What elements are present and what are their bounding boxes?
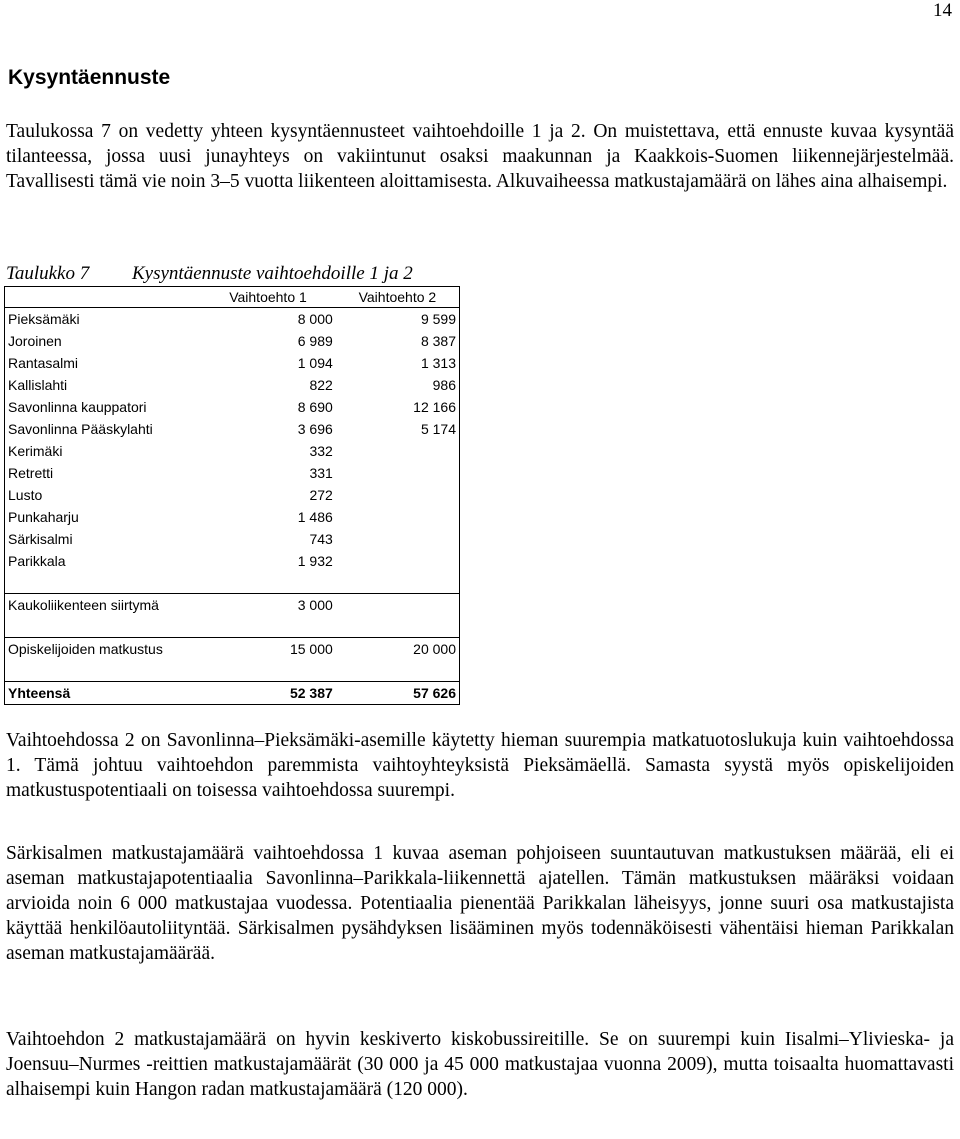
table-row	[5, 330, 460, 352]
vaihtoehto-2-value: 5 174	[420, 421, 456, 437]
column-header-vaihtoehto-1: Vaihtoehto 1	[200, 287, 336, 308]
table-row	[5, 484, 460, 506]
station-name: Kallislahti	[8, 377, 68, 393]
table-spacer-row	[5, 572, 460, 594]
table-row	[5, 418, 460, 440]
students-vaihtoehto-1-value: 15 000	[200, 638, 336, 661]
transfer-vaihtoehto-1-value: 3 000	[200, 594, 336, 617]
vaihtoehto-2-value: 986	[432, 377, 456, 393]
station-name: Punkaharju	[8, 509, 79, 525]
vaihtoehto-1-value: 331	[309, 465, 333, 481]
station-name: Särkisalmi	[8, 531, 73, 547]
vaihtoehto-2-value: 9 599	[420, 311, 456, 327]
vaihtoehto-2-value: 1 313	[420, 355, 456, 371]
vaihtoehto-2-value: 12 166	[413, 399, 456, 415]
table-row	[5, 374, 460, 396]
vaihtoehto-1-value: 1 932	[297, 553, 333, 569]
vaihtoehto-1-value: 6 989	[297, 333, 333, 349]
intro-paragraph: Taulukossa 7 on vedetty yhteen kysyntäennusteet vaihtoehdoille 1 ja 2. On muistettava, että ennuste kuvaa kysyntää tilanteessa, jossa uusi junayhteys on vakiintunut osaksi maakunnan ja Kaakkois-Suomen liikennejärjestelmää. Tavallisesti tämä vie noin 3–5 vuotta liikenteen aloittamisesta. Alkuvaiheessa matkustajamäärä on lähes aina alhaisempi.	[6, 121, 954, 192]
table-header-blank	[5, 287, 201, 308]
table-row-students	[5, 638, 460, 661]
table-row	[5, 308, 460, 331]
vaihtoehto-2-value: 8 387	[420, 333, 456, 349]
table-row-total	[5, 682, 460, 705]
station-name: Lusto	[8, 487, 43, 503]
vaihtoehto-1-value: 3 696	[297, 421, 333, 437]
section-heading: Kysyntäennuste	[8, 66, 171, 89]
vaihtoehto-2-value	[336, 462, 460, 484]
vaihtoehto-2-value	[336, 550, 460, 572]
vaihtoehto-1-value: 1 094	[297, 355, 333, 371]
vaihtoehto-1-value: 822	[309, 377, 333, 393]
vaihtoehto-2-value	[336, 506, 460, 528]
vaihtoehto-2-value	[336, 484, 460, 506]
vaihtoehto-1-value: 8 690	[297, 399, 333, 415]
column-header-vaihtoehto-2: Vaihtoehto 2	[336, 287, 460, 308]
vaihtoehto-1-value: 1 486	[297, 509, 333, 525]
station-name: Savonlinna kauppatori	[8, 399, 147, 415]
station-name: Retretti	[8, 465, 54, 481]
station-name: Pieksämäki	[8, 311, 80, 327]
table-row	[5, 550, 460, 572]
students-vaihtoehto-2-value: 20 000	[336, 638, 460, 661]
transfer-label: Kaukoliikenteen siirtymä	[5, 594, 201, 617]
vaihtoehto-1-value: 272	[309, 487, 333, 503]
students-label: Opiskelijoiden matkustus	[5, 638, 201, 661]
station-name: Savonlinna Pääskylahti	[8, 421, 153, 437]
paragraph-after-table-3: Vaihtoehdon 2 matkustajamäärä on hyvin keskiverto kiskobussireitille. Se on suurempi kuin Iisalmi–Ylivieska- ja Joensuu–Nurmes -reittien matkustajamäärät (30 000 ja 45 000 matkustajaa vuonna 2009), mutta toisaalta huomattavasti alhaisempi kuin Hangon radan matkustajamäärä (120 000).	[6, 1029, 954, 1100]
vaihtoehto-2-value	[336, 528, 460, 550]
station-name: Kerimäki	[8, 443, 63, 459]
vaihtoehto-2-value	[336, 440, 460, 462]
station-name: Rantasalmi	[8, 355, 79, 371]
table-caption	[6, 263, 413, 285]
total-vaihtoehto-1-value: 52 387	[200, 682, 336, 705]
table-header-row	[5, 287, 460, 308]
table-row-transfer	[5, 594, 460, 617]
vaihtoehto-1-value: 743	[309, 531, 333, 547]
table-row	[5, 352, 460, 374]
table-spacer-row	[5, 660, 460, 682]
table-row	[5, 528, 460, 550]
table-spacer-row	[5, 616, 460, 638]
page-number: 14	[933, 0, 952, 21]
table-row	[5, 440, 460, 462]
demand-forecast-table	[4, 286, 460, 705]
table-row	[5, 462, 460, 484]
transfer-vaihtoehto-2-value	[336, 594, 460, 617]
table-row	[5, 396, 460, 418]
table-caption-title: Kysyntäennuste vaihtoehdoille 1 ja 2	[132, 263, 413, 284]
station-name: Joroinen	[8, 333, 62, 349]
station-name: Parikkala	[8, 553, 66, 569]
total-label: Yhteensä	[5, 682, 201, 705]
total-vaihtoehto-2-value: 57 626	[336, 682, 460, 705]
vaihtoehto-1-value: 8 000	[297, 311, 333, 327]
paragraph-after-table-1: Vaihtoehdossa 2 on Savonlinna–Pieksämäki-asemille käytetty hieman suurempia matkatuotoslukuja kuin vaihtoehdossa 1. Tämä johtuu vaihtoehdon paremmista vaihtoyhteyksistä Pieksämäellä. Samasta syystä myös opiskelijoiden matkustuspotentiaali on toisessa vaihtoehdossa suurempi.	[6, 730, 954, 801]
paragraph-after-table-2: Särkisalmen matkustajamäärä vaihtoehdossa 1 kuvaa aseman pohjoiseen suuntautuvan matkustuksen määrää, eli ei aseman matkustajapotentiaalia Savonlinna–Parikkala-liikennettä ajatellen. Tämän matkustuksen määräksi voidaan arvioida noin 6 000 matkustajaa vuodessa. Potentiaalia pienentää Parikkalan läheisyys, jonne suuri osa matkustajista käyttää henkilöautoliityntää. Särkisalmen pysähdyksen lisääminen myös todennäköisesti vähentäisi hieman Parikkalan aseman matkustajamäärää.	[6, 843, 954, 964]
table-row	[5, 506, 460, 528]
vaihtoehto-1-value: 332	[309, 443, 333, 459]
table-caption-number: Taulukko 7	[6, 263, 90, 284]
